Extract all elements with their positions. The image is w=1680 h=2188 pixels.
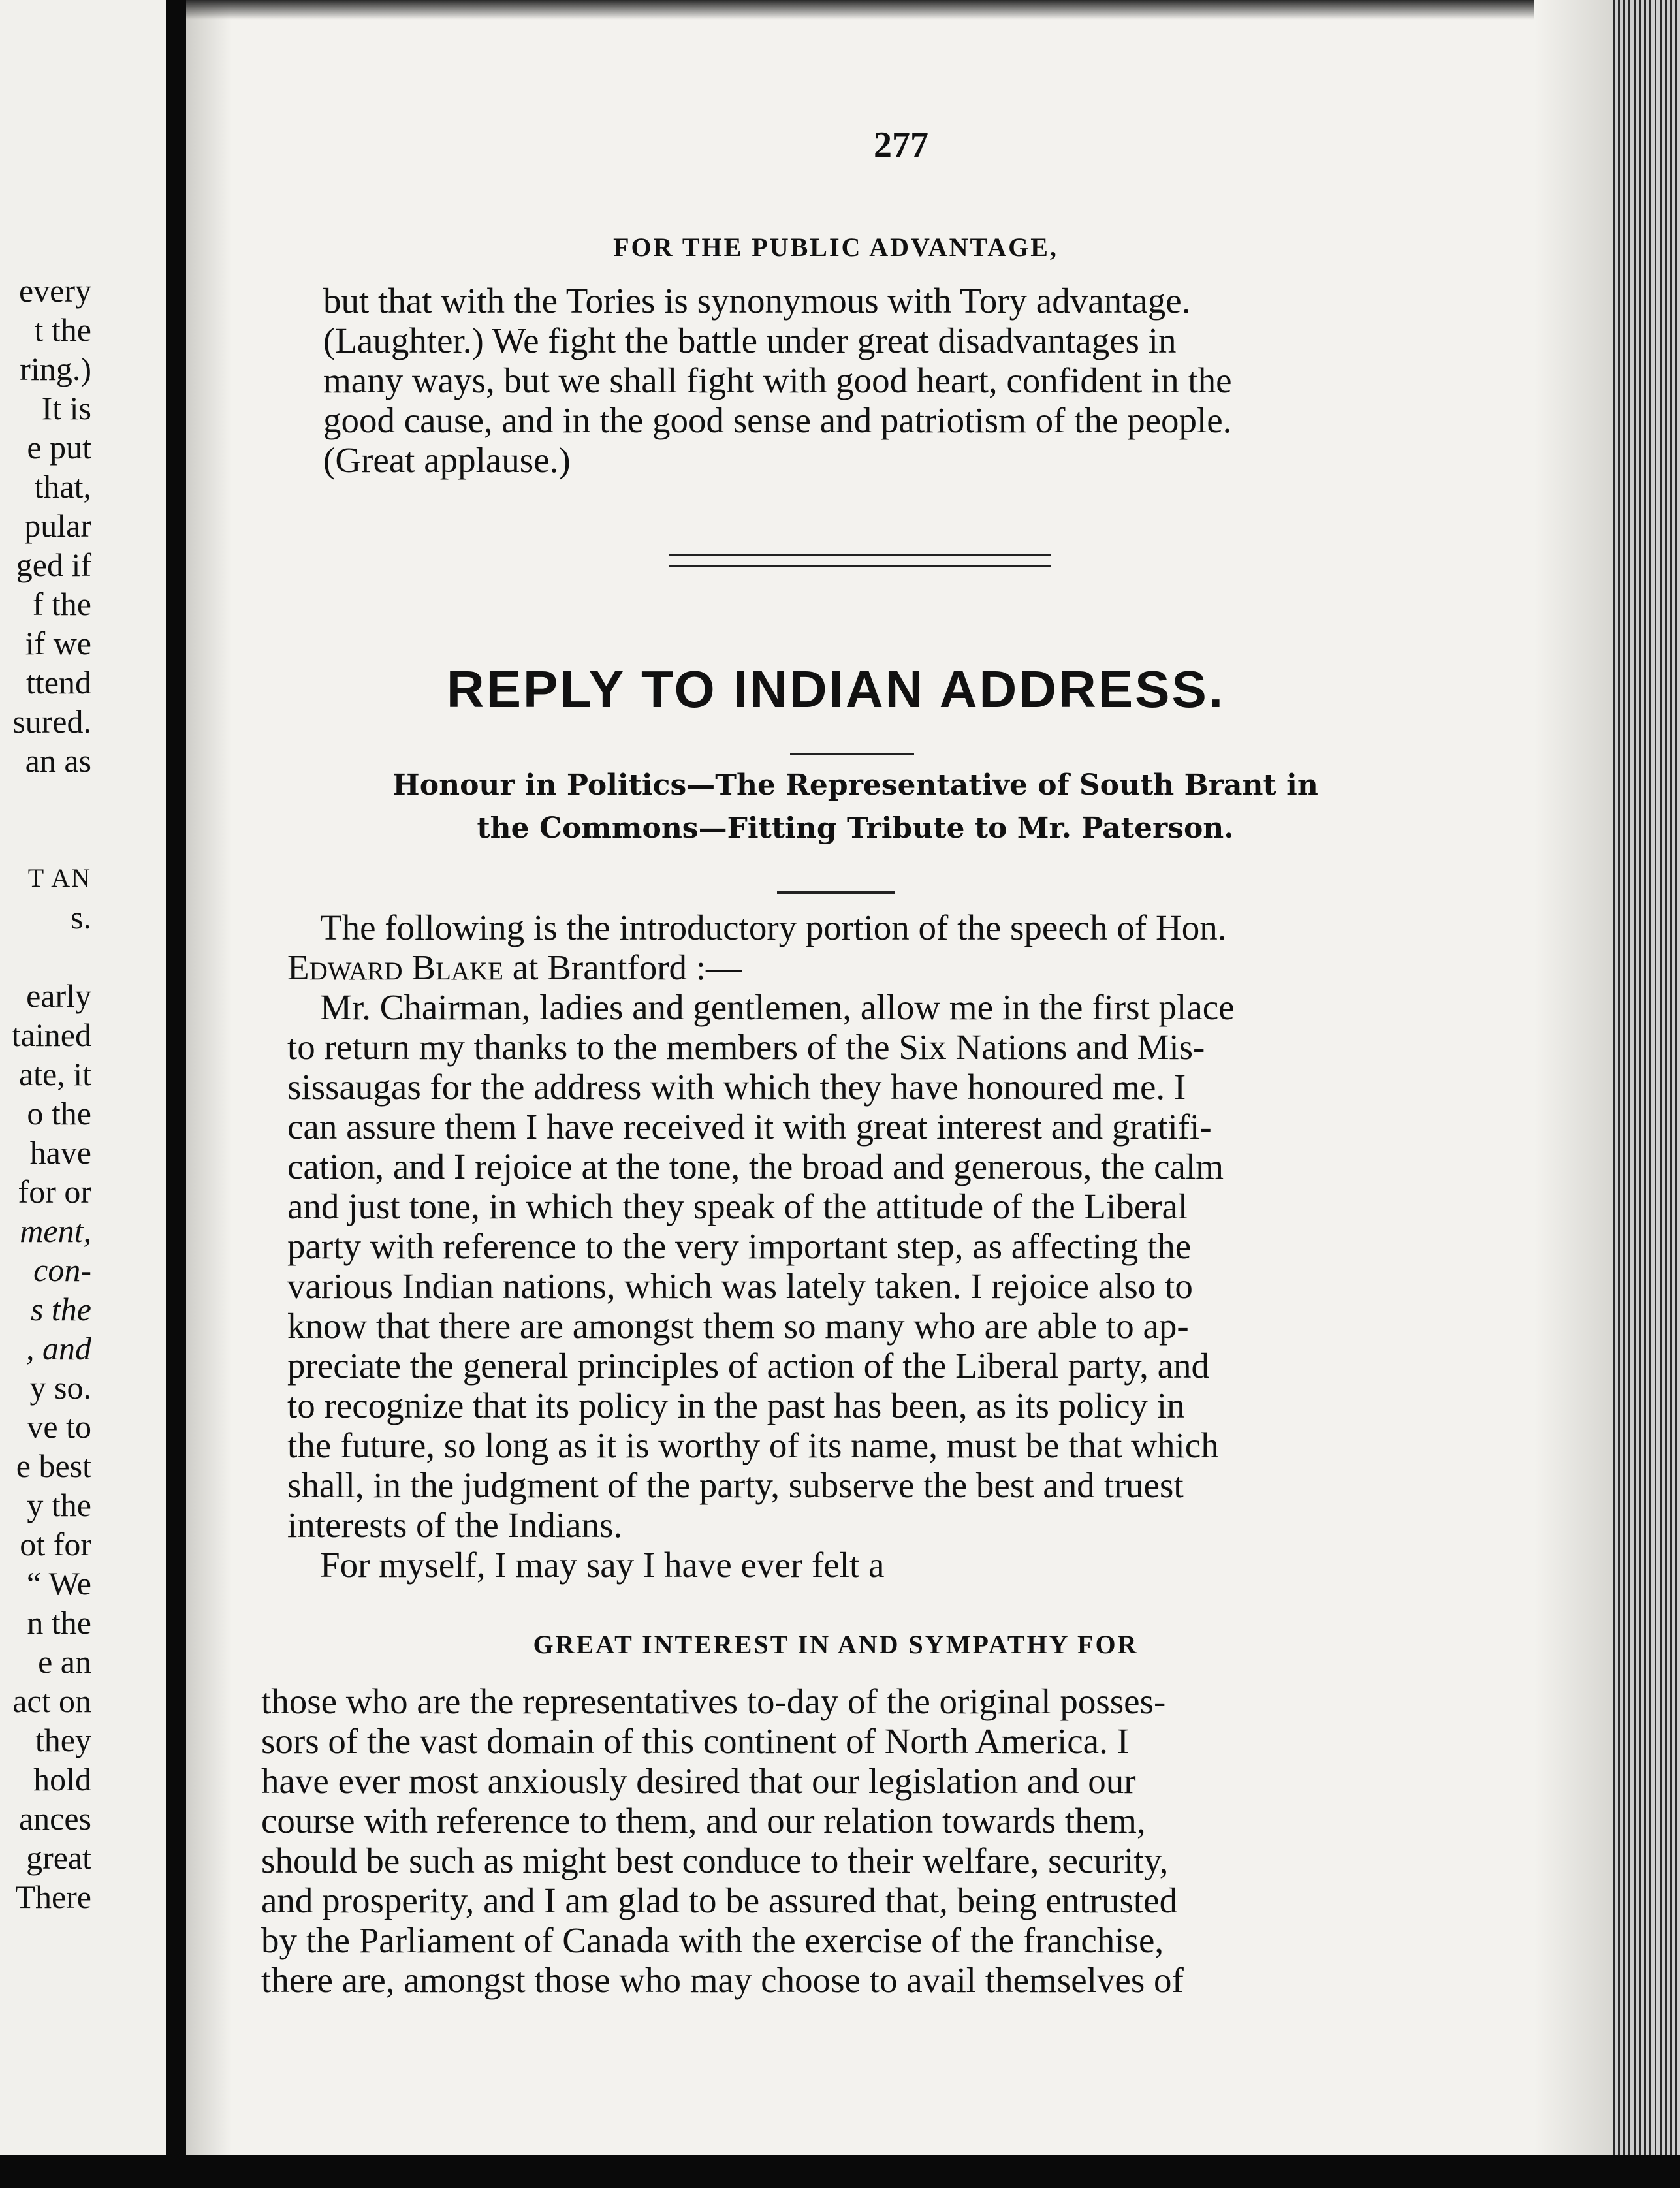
text-line: For myself, I may say I have ever felt a (320, 1545, 885, 1585)
subtitle-line: Honour in Politics—The Representative of South Brant in (392, 769, 1318, 802)
text-line: sissaugas for the address with which they have honoured me. I (287, 1067, 1186, 1107)
left-page-line: ances (18, 1800, 91, 1837)
text-line: The following is the introductory portion of the speech of Hon. (320, 908, 1227, 947)
text-line: should be such as might best conduce to their welfare, security, (261, 1841, 1169, 1880)
left-page-line: ate, it (18, 1056, 91, 1092)
subtitle-line: the Commons—Fitting Tribute to Mr. Paterson. (477, 812, 1234, 845)
text-line: many ways, but we shall fight with good heart, confident in the (323, 360, 1232, 400)
left-page-line: t the (34, 311, 91, 348)
subtitle-rule (777, 891, 895, 894)
left-page-line: con- (33, 1252, 91, 1288)
left-page-line: ot for (20, 1526, 91, 1562)
text-line: various Indian nations, which was lately taken. I rejoice also to (287, 1266, 1193, 1306)
left-page-line: tained (11, 1017, 91, 1053)
left-page-line: ment, (20, 1213, 91, 1249)
text-line: shall, in the judgment of the party, subserve the best and truest (287, 1465, 1184, 1505)
left-page-line: an as (25, 742, 91, 779)
left-page-line: f the (32, 586, 91, 622)
left-page-line: ttend (26, 664, 91, 701)
speech-body (287, 908, 1410, 1585)
text-line: can assure them I have received it with great interest and gratifi- (287, 1107, 1212, 1147)
left-page-line: , and (26, 1330, 91, 1367)
text-line: there are, amongst those who may choose to avail themselves of (261, 1960, 1184, 2000)
text-line: Mr. Chairman, ladies and gentlemen, allow me in the first place (320, 987, 1235, 1027)
left-page-line: e best (16, 1448, 91, 1484)
book-page (248, 0, 1436, 2155)
text-line: party with reference to the very important step, as affecting the (287, 1226, 1192, 1266)
left-page-line: act on (12, 1683, 91, 1719)
left-page-line: “ We (26, 1565, 91, 1602)
left-page-line: if we (25, 625, 91, 661)
article-title: REPLY TO INDIAN ADDRESS. (446, 660, 1226, 718)
left-page-line: e put (27, 429, 91, 466)
text-line: the future, so long as it is worthy of its name, must be that which (287, 1425, 1219, 1465)
gutter-shadow (186, 0, 232, 2188)
page-number: 277 (874, 125, 928, 165)
text-line: Edward Blake at Brantford :— (287, 947, 742, 987)
previous-page-strip (0, 0, 168, 2188)
stacked-page-edges (1613, 0, 1680, 2188)
speaker-name: Edward Blake (287, 947, 503, 987)
closing-paragraph (261, 1681, 1397, 2000)
text-line: but that with the Tories is synonymous with Tory advantage. (323, 281, 1191, 321)
left-page-line: have (29, 1134, 91, 1171)
left-page-line: early (26, 977, 91, 1014)
left-page-line: ring.) (20, 351, 91, 387)
left-page-line: y so. (29, 1369, 91, 1406)
left-page-line: e an (38, 1643, 91, 1680)
article-subtitle (300, 764, 1410, 850)
left-page-line: for or (18, 1173, 91, 1210)
text-line: to recognize that its policy in the past has been, as its policy in (287, 1386, 1185, 1425)
left-page-line: ve to (27, 1408, 91, 1445)
text-line: sors of the vast domain of this continent of North America. I (261, 1721, 1129, 1761)
left-page-line: s. (71, 899, 91, 936)
left-page-line: pular (24, 507, 91, 544)
left-page-line: that, (34, 468, 91, 505)
left-page-line: they (35, 1722, 91, 1758)
text-line: cation, and I rejoice at the tone, the broad and generous, the calm (287, 1147, 1224, 1186)
title-rule (790, 753, 914, 755)
left-page-line: It is (41, 390, 91, 426)
text-line: to return my thanks to the members of the Six Nations and Mis- (287, 1027, 1205, 1067)
left-page-line: ged if (16, 547, 91, 583)
running-head: FOR THE PUBLIC ADVANTAGE, (613, 232, 1058, 262)
text-line: and just tone, in which they speak of the attitude of the Liberal (287, 1186, 1188, 1226)
section-divider (669, 554, 1051, 567)
book-gutter (166, 0, 186, 2188)
text-line: and prosperity, and I am glad to be assured that, being entrusted (261, 1880, 1178, 1920)
text-line: (Great applause.) (323, 440, 571, 480)
text-line: good cause, and in the good sense and patriotism of the people. (323, 400, 1232, 440)
bottom-edge (0, 2155, 1680, 2188)
text-line: preciate the general principles of action of the Liberal party, and (287, 1346, 1210, 1386)
text-line: have ever most anxiously desired that our legislation and our (261, 1761, 1136, 1801)
text-line: course with reference to them, and our relation towards them, (261, 1801, 1146, 1841)
left-page-line: every (18, 272, 91, 309)
left-page-line: y the (27, 1487, 91, 1523)
left-page-line: There (15, 1879, 91, 1915)
left-page-line: s the (30, 1291, 91, 1327)
section-head: GREAT INTEREST IN AND SYMPATHY FOR (533, 1630, 1139, 1659)
left-page-line: n the (27, 1604, 91, 1641)
left-page-line: sured. (12, 703, 91, 740)
text-line: those who are the representatives to-day of the original posses- (261, 1681, 1166, 1721)
left-page-line: hold (33, 1761, 91, 1798)
page-curve-shade (1534, 0, 1613, 2188)
opening-paragraph (323, 281, 1420, 480)
text-line: by the Parliament of Canada with the exercise of the franchise, (261, 1920, 1164, 1960)
left-page-line: T AN (27, 863, 91, 893)
left-page-line: o the (27, 1095, 91, 1132)
text-line: interests of the Indians. (287, 1505, 623, 1545)
text-line: know that there are amongst them so many who are able to ap- (287, 1306, 1189, 1346)
text-line: (Laughter.) We fight the battle under great disadvantages in (323, 321, 1177, 360)
left-page-line: great (26, 1839, 91, 1876)
